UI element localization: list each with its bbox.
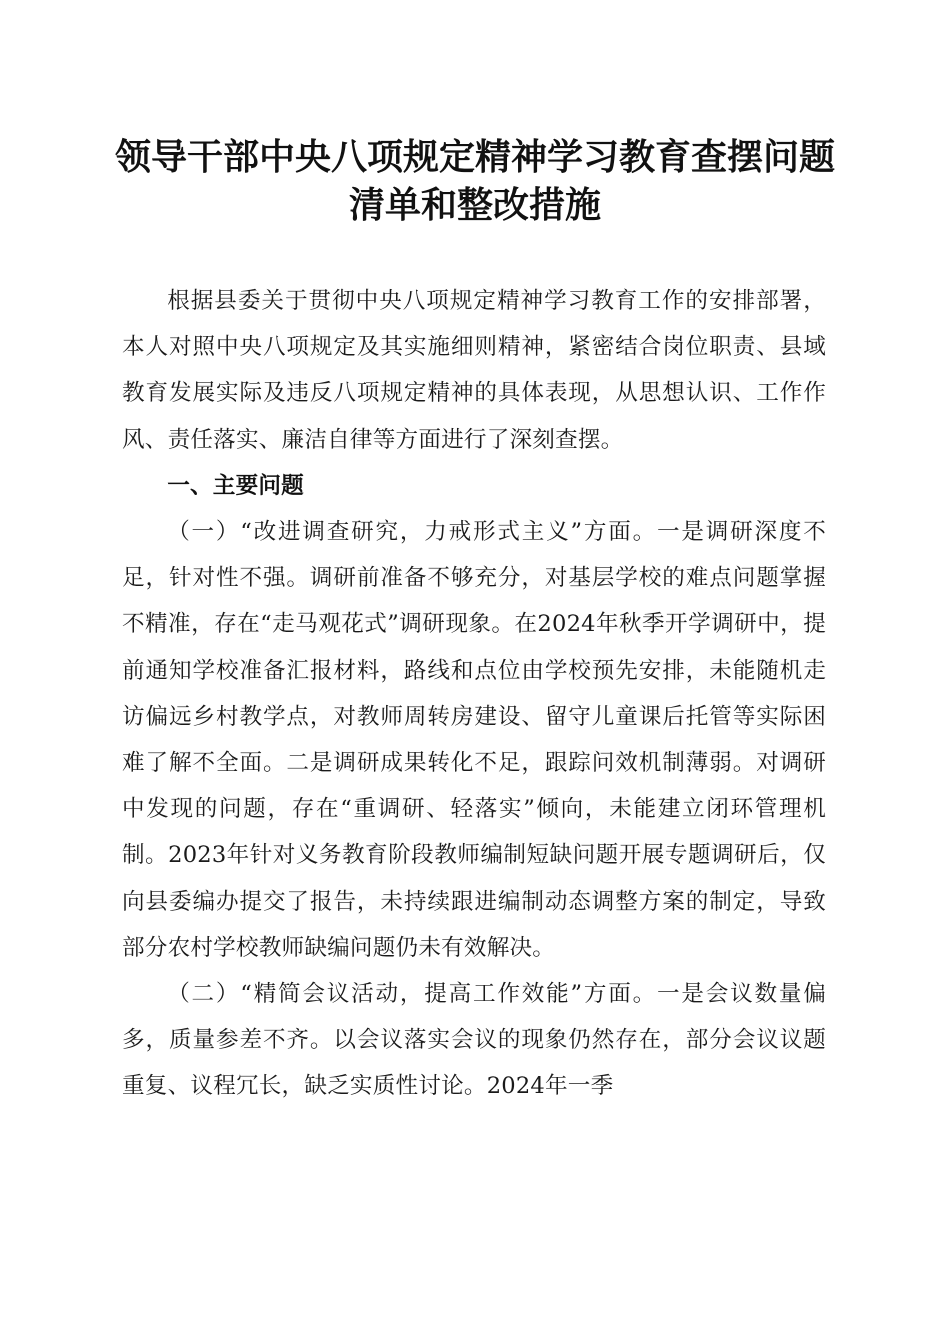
section-heading-main-problems: 一、主要问题 — [167, 472, 304, 499]
paragraph-meetings: （二）“精简会议活动，提高工作效能”方面。一是会议数量偏多，质量参差不齐。以会议落实会议的现象仍然存在，部分会议议题重复、议程冗长，缺乏实质性讨论。2024年一季 — [122, 981, 826, 1100]
document-title-line-1: 领导干部中央八项规定精神学习教育查摆问题 — [114, 136, 835, 178]
paragraph-investigation-research: （一）“改进调查研究，力戒形式主义”方面。一是调研深度不足，针对性不强。调研前准备不够充分，对基层学校的难点问题掌握不精准，存在“走马观花式”调研现象。在2024年秋季开学调研中，提前通知学校准备汇报材料，路线和点位由学校预先安排，未能随机走访偏远乡村教学点，对教师周转房建设、留守儿童课后托管等实际困难了解不全面。二是调研成果转化不足，跟踪问效机制薄弱。对调研中发现的问题，存在“重调研、轻落实”倾向，未能建立闭环管理机制。2023年针对义务教育阶段教师编制短缺问题开展专题调研后，仅向县委编办提交了报告，未持续跟进编制动态调整方案的制定，导致部分农村学校教师缺编问题仍未有效解决。 — [122, 519, 826, 961]
document-body — [122, 278, 826, 1110]
intro-paragraph: 根据县委关于贯彻中央八项规定精神学习教育工作的安排部署，本人对照中央八项规定及其实施细则精神，紧密结合岗位职责、县域教育发展实际及违反八项规定精神的具体表现，从思想认识、工作作风、责任落实、廉洁自律等方面进行了深刻查摆。 — [122, 288, 826, 453]
document-title-line-2: 清单和整改措施 — [348, 184, 601, 226]
